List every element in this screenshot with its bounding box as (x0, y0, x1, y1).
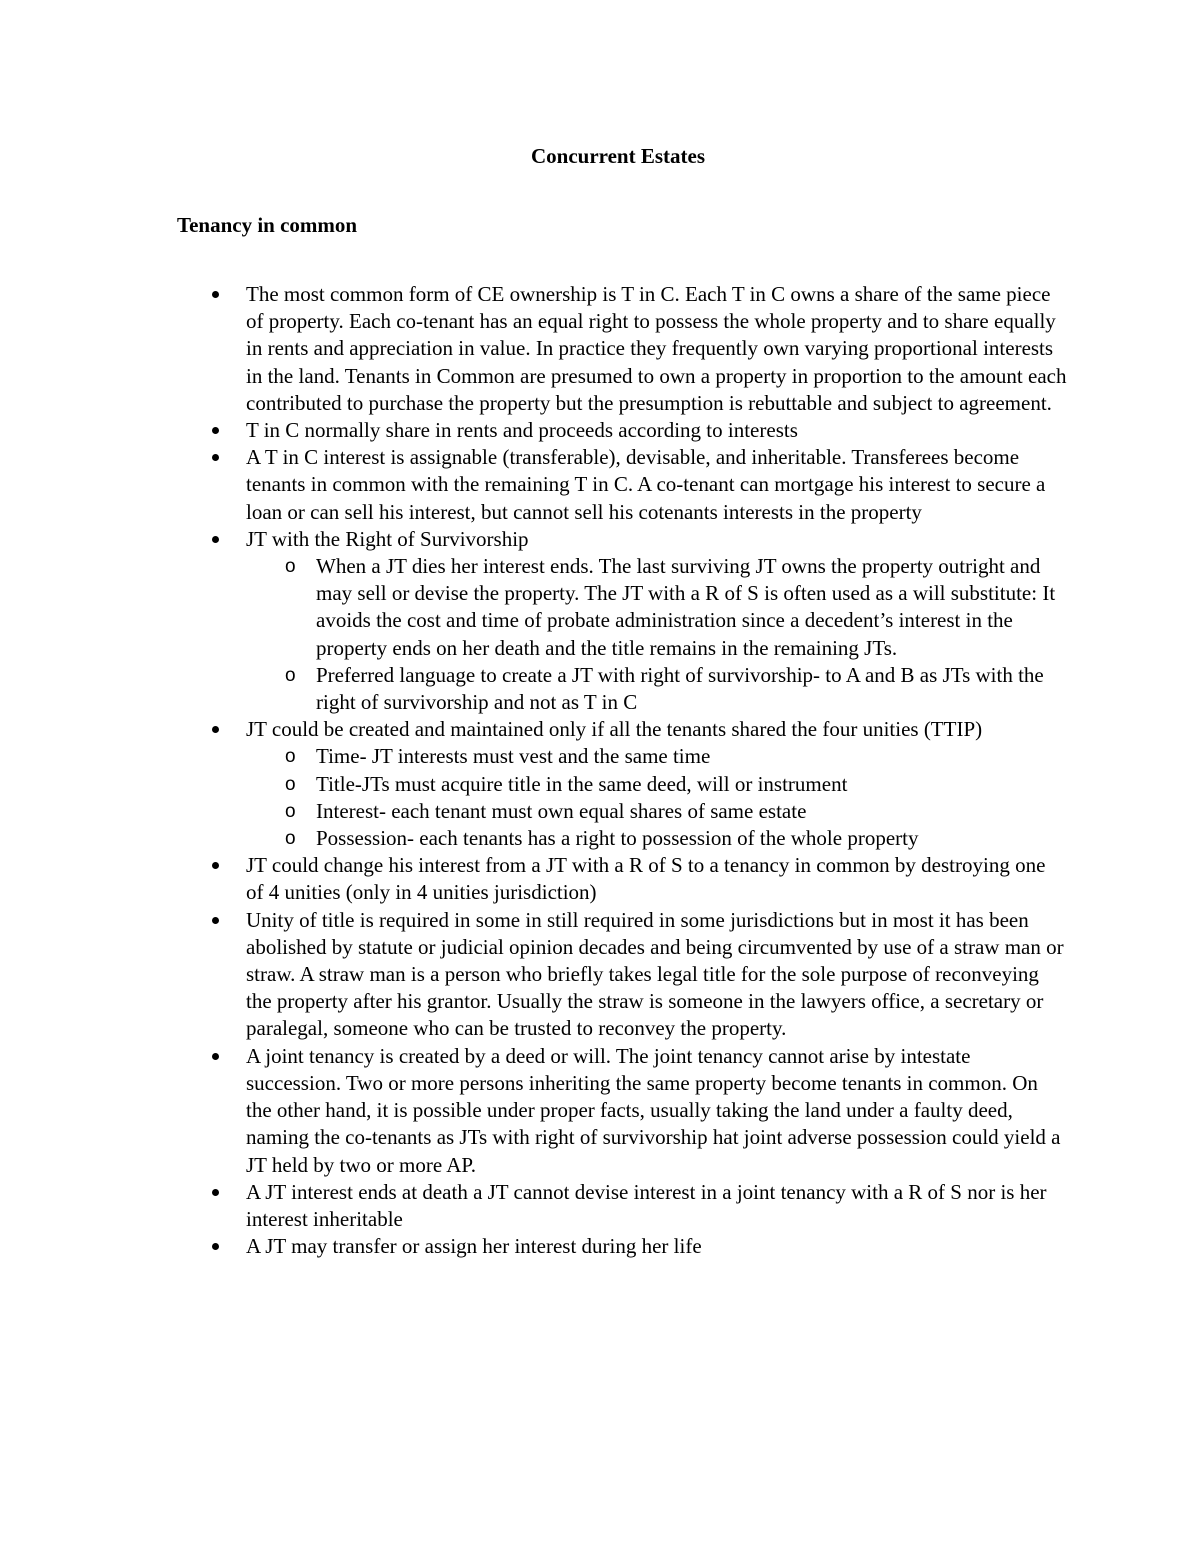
bullet-list (0, 281, 1200, 1260)
bullet-icon (212, 862, 219, 869)
bullet-icon (212, 726, 219, 733)
list-item (0, 716, 1068, 852)
sub-list-item (246, 798, 1068, 825)
sub-list (246, 743, 1068, 852)
list-item-text: T in C normally share in rents and proceeds according to interests (246, 418, 798, 443)
list-item-text: The most common form of CE ownership is T in C. Each T in C owns a share of the same piece of property. Each co-tenant has an equal right to possess the whole property and to share equally in rents and appreciation in value. In practice they frequently own varying proportional interests in the land. Tenants in Common are presumed to own a property in proportion to the amount each contributed to purchase the property but the presumption is rebuttable and subject to agreement. (246, 282, 1067, 415)
circle-bullet-icon: o (285, 556, 296, 578)
sub-list-item-text: When a JT dies her interest ends. The last surviving JT owns the property outright and may sell or devise the property. The JT with a R of S is often used as a will substitute: It avoids the cost and time of probate administration since a decedent’s interest in the property ends on her death and the title remains in the remaining JTs. (316, 554, 1056, 660)
bullet-icon (212, 1189, 219, 1196)
list-item-text: JT could change his interest from a JT with a R of S to a tenancy in common by destroying one of 4 unities (only in 4 unities jurisdiction) (246, 853, 1046, 905)
bullet-icon (212, 536, 219, 543)
sub-list-item-text: Interest- each tenant must own equal shares of same estate (316, 798, 807, 823)
circle-bullet-icon: o (285, 664, 296, 686)
list-item (0, 444, 1068, 526)
list-item-text: A T in C interest is assignable (transferable), devisable, and inheritable. Transferees become tenants in common with the remaining T in C. A co-tenant can mortgage his interest to secure a loan or can sell his interest, but cannot sell his cotenants interests in the property (246, 445, 1046, 524)
bullet-icon (212, 1053, 219, 1060)
sub-list-item-text: Preferred language to create a JT with right of survivorship- to A and B as JTs with the right of survivorship and not as T in C (316, 662, 1044, 715)
list-item (0, 1179, 1068, 1233)
list-item-text: A joint tenancy is created by a deed or will. The joint tenancy cannot arise by intestate succession. Two or more persons inheriting the same property become tenants in common. On the other hand, it is possible under proper facts, usually taking the land under a faulty deed, naming the co-tenants as JTs with right of survivorship hat joint adverse possession could yield a JT held by two or more AP. (246, 1043, 1061, 1177)
list-item (0, 526, 1068, 716)
sub-list-item (246, 771, 1068, 798)
circle-bullet-icon: o (285, 828, 296, 850)
list-item (0, 852, 1068, 906)
sub-list-item (246, 662, 1068, 716)
section-heading: Tenancy in common (177, 213, 358, 237)
list-item (0, 417, 1068, 444)
sub-list-item (246, 553, 1068, 662)
list-item-text: A JT interest ends at death a JT cannot devise interest in a joint tenancy with a R of S nor is her interest inheritable (246, 1179, 1047, 1231)
sub-list-item (246, 825, 1068, 852)
circle-bullet-icon: o (285, 773, 296, 795)
circle-bullet-icon: o (285, 746, 296, 768)
bullet-icon (212, 917, 219, 924)
bullet-icon (212, 427, 219, 434)
list-item-text: JT could be created and maintained only if all the tenants shared the four unities (TTIP) (246, 717, 983, 742)
list-item-text: JT with the Right of Survivorship (246, 526, 529, 551)
sub-list-item (246, 743, 1068, 770)
page-title: Concurrent Estates (530, 144, 705, 168)
sub-list (246, 553, 1068, 716)
bullet-icon (212, 291, 219, 298)
sub-list-item-text: Title-JTs must acquire title in the same deed, will or instrument (316, 771, 848, 796)
bullet-icon (212, 1243, 219, 1250)
sub-list-item-text: Possession- each tenants has a right to possession of the whole property (316, 826, 919, 851)
list-item (0, 1043, 1068, 1179)
list-item-text: Unity of title is required in some in still required in some jurisdictions but in most it has been abolished by statute or judicial opinion decades and being circumvented by use of a straw man or straw. A straw man is a person who briefly takes legal title for the sole purpose of reconveying the property after his grantor. Usually the straw is someone in the lawyers office, a secretary or paralegal, someone who can be trusted to reconvey the property. (246, 907, 1064, 1041)
list-item (0, 1233, 1068, 1260)
sub-list-item-text: Time- JT interests must vest and the same time (316, 744, 711, 769)
bullet-icon (212, 454, 219, 461)
list-item (0, 907, 1068, 1043)
list-item-text: A JT may transfer or assign her interest during her life (246, 1234, 702, 1259)
list-item (0, 281, 1068, 417)
circle-bullet-icon: o (285, 800, 296, 822)
